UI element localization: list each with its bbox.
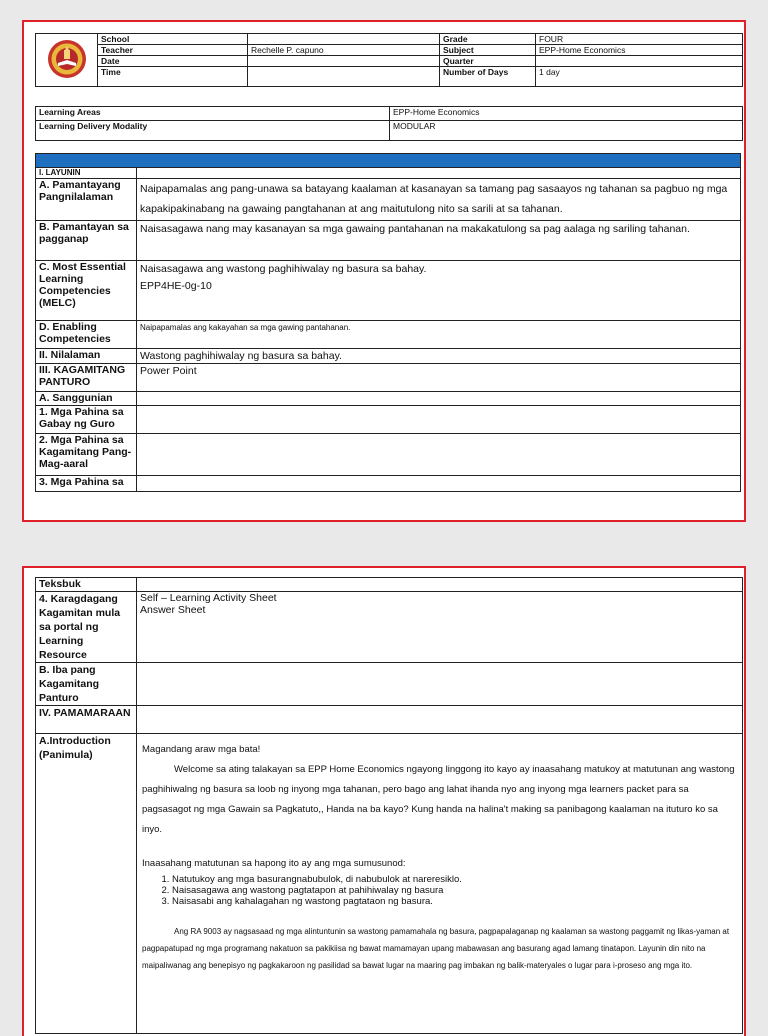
iba-pang-kagamitan-label: B. Iba pang Kagamitang Panturo <box>36 663 137 706</box>
teksbuk-value <box>137 578 743 592</box>
gabay-ng-guro-label: 1. Mga Pahina sa Gabay ng Guro <box>36 406 137 434</box>
layunin-label: I. LAYUNIN <box>36 168 137 179</box>
school-label: School <box>98 34 248 45</box>
pamantayang-pangnilalaman-label: A. Pamantayang Pangnilalaman <box>36 179 137 221</box>
page-2 <box>22 566 746 1036</box>
objectives-table <box>35 153 741 492</box>
kagamitang-mag-aaral-label: 2. Mga Pahina sa Kagamitang Pang- Mag-aaral <box>36 434 137 476</box>
school-logo-cell <box>36 34 98 87</box>
answer-sheet: Answer Sheet <box>140 604 206 616</box>
pamantayan-sa-pagganap-value: Naisasagawa nang may kasanayan sa mga gawaing pantahanan na makakatulong sa pag aalaga ng sariling tahanan. <box>137 221 741 261</box>
melc-label: C. Most Essential Learning Competencies (MELC) <box>36 261 137 321</box>
grade-label: Grade <box>440 34 536 45</box>
enabling-competencies-label: D. Enabling Competencies <box>36 321 137 349</box>
nilalaman-label: II. Nilalaman <box>36 349 137 364</box>
objective-item: 1. Natutukoy ang mga basurangnabubulok, di nabubulok at nareresiklo. <box>172 874 737 885</box>
time-label: Time <box>98 67 248 87</box>
modality-label: Learning Delivery Modality <box>36 121 390 141</box>
quarter-value <box>536 56 743 67</box>
kagamitang-panturo-value: Power Point <box>137 364 741 392</box>
iba-pang-kagamitan-value <box>137 663 743 706</box>
subject-label: Subject <box>440 45 536 56</box>
quarter-label: Quarter <box>440 56 536 67</box>
time-value <box>248 67 440 87</box>
date-label: Date <box>98 56 248 67</box>
introduction-content <box>137 734 743 1034</box>
enabling-competencies-value: Naipapamalas ang kakayahan sa mga gawing pantahanan. <box>137 321 741 349</box>
learning-areas-label: Learning Areas <box>36 107 390 121</box>
welcome-text: Welcome sa ating talakayan sa EPP Home Economics ngayong linggong ito kayo ay inaasahang matukoy at matutunan ang wastong paghihiwalng ng basura sa loob ng inyong mga tahanan, pero bago ang lahat ihanda nyo ang inyong mga learners packet para sa pagsasagot ng mga Gawain sa Pagkatuto,, Handa na ba kayo? Kung handa na halina't making sa panibagong kaalaman na ituturo ko sa inyo. <box>142 764 735 835</box>
teacher-label: Teacher <box>98 45 248 56</box>
teacher-value: Rechelle P. capuno <box>248 45 440 56</box>
nilalaman-value: Wastong paghihiwalay ng basura sa bahay. <box>137 349 741 364</box>
introduction-label: A.Introduction (Panimula) <box>36 734 137 1034</box>
pamamaraan-label: IV. PAMAMARAAN <box>36 706 137 734</box>
objective-list <box>172 874 737 907</box>
school-seal-icon <box>47 39 87 79</box>
melc-code: EPP4HE-0g-10 <box>140 280 212 292</box>
pamantayang-pangnilalaman-value: Naipapamalas ang pang-unawa sa batayang kaalaman at kasanayan sa tamang pag sasaayos ng tahanan sa pagbuo ng mga kapakipakinabang na gawaing pangtahanan at ang maitutulong nito sa sarili at sa tahanan. <box>137 179 741 221</box>
pamantayan-sa-pagganap-label: B. Pamantayan sa pagganap <box>36 221 137 261</box>
subject-value: EPP-Home Economics <box>536 45 743 56</box>
areas-table <box>35 106 743 141</box>
grade-value: FOUR <box>536 34 743 45</box>
learning-areas-value: EPP-Home Economics <box>390 107 743 121</box>
self-learning-sheet: Self – Learning Activity Sheet <box>140 592 277 604</box>
layunin-value <box>137 168 741 179</box>
gabay-ng-guro-value <box>137 406 741 434</box>
objective-item: 3. Naisasabi ang kahalagahan ng wastong pagtataon ng basura. <box>172 896 737 907</box>
melc-text: Naisasagawa ang wastong paghihiwalay ng basura sa bahay. <box>140 263 427 275</box>
kagamitang-panturo-label: III. KAGAMITANG PANTURO <box>36 364 137 392</box>
school-value <box>248 34 440 45</box>
melc-value <box>137 261 741 321</box>
mga-pahina-sa-label: 3. Mga Pahina sa <box>36 476 137 492</box>
date-value <box>248 56 440 67</box>
page-1 <box>22 20 746 522</box>
expectation-text: Inaasahang matutunan sa hapong ito ay ang mga sumusunod: <box>142 858 406 869</box>
days-value: 1 day <box>536 67 743 87</box>
modality-value: MODULAR <box>390 121 743 141</box>
kagamitang-mag-aaral-value <box>137 434 741 476</box>
pamamaraan-value <box>137 706 743 734</box>
sanggunian-label: A. Sanggunian <box>36 392 137 406</box>
procedure-table <box>35 577 743 1034</box>
teksbuk-label: Teksbuk <box>36 578 137 592</box>
karagdagang-kagamitan-value <box>137 592 743 663</box>
objective-item: 2. Naisasagawa ang wastong pagtatapon at pahihiwalay ng basura <box>172 885 737 896</box>
greeting-text: Magandang araw mga bata! <box>142 744 261 755</box>
days-label: Number of Days <box>440 67 536 87</box>
section-header-bar <box>36 154 741 168</box>
karagdagang-kagamitan-label: 4. Karagdagang Kagamitan mula sa portal ng Learning Resource <box>36 592 137 663</box>
mga-pahina-sa-value <box>137 476 741 492</box>
ra-9003-text: Ang RA 9003 ay nagsasaad ng mga alintuntunin sa wastong pamamahala ng basura, pagpapalaganap ng kaalaman sa wastong paggamit ng likas-yaman at pagpapatupad ng mga programang nakatuon sa pakikiisa ng bawat mamamayan upang mabawasan ang basurang agad lamang tinatapon. Layunin din nito na maipaliwanag ang benepisyo ng pagkakaroon ng pasilidad sa bawat lugar na maaring pag imbakan ng balik-materyales o lugar para i-proseso ang mga ito. <box>142 927 730 970</box>
sanggunian-value <box>137 392 741 406</box>
header-table <box>35 33 743 87</box>
